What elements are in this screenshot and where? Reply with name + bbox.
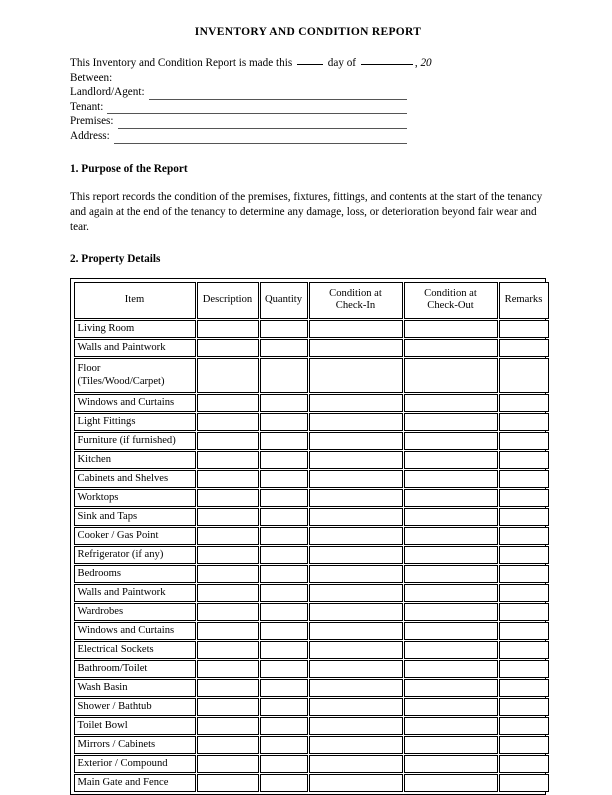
row-quantity-cell[interactable] xyxy=(260,358,308,393)
row-quantity-cell[interactable] xyxy=(260,432,308,450)
row-check-in-cell[interactable] xyxy=(309,755,403,773)
row-check-out-cell[interactable] xyxy=(404,679,498,697)
row-remarks-cell[interactable] xyxy=(499,717,549,735)
row-item-label: Electrical Sockets xyxy=(74,641,196,659)
row-quantity-cell[interactable] xyxy=(260,622,308,640)
party-fields xyxy=(70,85,546,143)
row-item-label: Windows and Curtains xyxy=(74,394,196,412)
table-row xyxy=(74,584,549,602)
row-quantity-cell[interactable] xyxy=(260,755,308,773)
row-check-in-cell[interactable] xyxy=(309,736,403,754)
row-check-in-cell[interactable] xyxy=(309,413,403,431)
row-item-label: Light Fittings xyxy=(74,413,196,431)
row-quantity-cell[interactable] xyxy=(260,641,308,659)
row-check-in-cell[interactable] xyxy=(309,470,403,488)
table-row xyxy=(74,470,549,488)
row-remarks-cell[interactable] xyxy=(499,394,549,412)
table-row xyxy=(74,394,549,412)
row-check-out-cell[interactable] xyxy=(404,660,498,678)
tenant-label: Tenant: xyxy=(70,100,104,113)
row-quantity-cell[interactable] xyxy=(260,489,308,507)
address-label: Address: xyxy=(70,129,110,142)
row-check-in-cell[interactable] xyxy=(309,679,403,697)
row-quantity-cell[interactable] xyxy=(260,320,308,338)
row-quantity-cell[interactable] xyxy=(260,698,308,716)
table-row xyxy=(74,698,549,716)
year-prefix: 20 xyxy=(420,57,432,69)
row-description-cell[interactable] xyxy=(197,489,259,507)
row-check-out-cell[interactable] xyxy=(404,394,498,412)
row-description-cell[interactable] xyxy=(197,679,259,697)
row-check-in-cell[interactable] xyxy=(309,641,403,659)
row-remarks-cell[interactable] xyxy=(499,451,549,469)
row-quantity-cell[interactable] xyxy=(260,527,308,545)
row-check-out-cell[interactable] xyxy=(404,736,498,754)
row-check-in-cell[interactable] xyxy=(309,339,403,357)
row-remarks-cell[interactable] xyxy=(499,679,549,697)
row-check-out-cell[interactable] xyxy=(404,339,498,357)
row-remarks-cell[interactable] xyxy=(499,527,549,545)
row-description-cell[interactable] xyxy=(197,736,259,754)
intro-sentence xyxy=(70,56,546,71)
table-row xyxy=(74,565,549,583)
row-check-in-cell[interactable] xyxy=(309,565,403,583)
row-description-cell[interactable] xyxy=(197,451,259,469)
intro-comma: , xyxy=(414,57,418,69)
month-blank-field[interactable] xyxy=(361,64,413,65)
row-description-cell[interactable] xyxy=(197,641,259,659)
row-check-in-cell[interactable] xyxy=(309,394,403,412)
row-quantity-cell[interactable] xyxy=(260,736,308,754)
check-in-line-1: Condition at xyxy=(329,287,382,299)
column-header-condition-check-out xyxy=(404,282,498,319)
row-description-cell[interactable] xyxy=(197,698,259,716)
table-row xyxy=(74,489,549,507)
row-item-label: Shower / Bathtub xyxy=(74,698,196,716)
row-check-out-cell[interactable] xyxy=(404,698,498,716)
landlord-input-line[interactable] xyxy=(149,88,407,100)
field-row-address xyxy=(70,129,407,144)
table-row xyxy=(74,339,549,357)
table-row xyxy=(74,358,549,393)
row-remarks-cell[interactable] xyxy=(499,698,549,716)
row-quantity-cell[interactable] xyxy=(260,413,308,431)
row-check-out-cell[interactable] xyxy=(404,641,498,659)
row-check-out-cell[interactable] xyxy=(404,584,498,602)
row-item-label: Refrigerator (if any) xyxy=(74,546,196,564)
row-item-label: Wardrobes xyxy=(74,603,196,621)
row-quantity-cell[interactable] xyxy=(260,603,308,621)
row-check-in-cell[interactable] xyxy=(309,358,403,393)
row-check-out-cell[interactable] xyxy=(404,546,498,564)
column-header-quantity: Quantity xyxy=(260,282,308,319)
row-quantity-cell[interactable] xyxy=(260,339,308,357)
row-check-out-cell[interactable] xyxy=(404,565,498,583)
row-description-cell[interactable] xyxy=(197,565,259,583)
section-heading-property-details: 2. Property Details xyxy=(70,253,161,266)
row-item-label: Walls and Paintwork xyxy=(74,584,196,602)
row-description-cell[interactable] xyxy=(197,774,259,792)
row-check-in-cell[interactable] xyxy=(309,774,403,792)
table-header xyxy=(74,282,549,319)
check-in-line-2: Check-In xyxy=(335,300,376,312)
row-description-cell[interactable] xyxy=(197,508,259,526)
row-check-out-cell[interactable] xyxy=(404,432,498,450)
row-item-label: Kitchen xyxy=(74,451,196,469)
row-item-label: Worktops xyxy=(74,489,196,507)
row-quantity-cell[interactable] xyxy=(260,508,308,526)
row-check-out-cell[interactable] xyxy=(404,527,498,545)
row-item-label: Mirrors / Cabinets xyxy=(74,736,196,754)
table-row xyxy=(74,432,549,450)
row-quantity-cell[interactable] xyxy=(260,451,308,469)
row-quantity-cell[interactable] xyxy=(260,679,308,697)
row-check-out-cell[interactable] xyxy=(404,451,498,469)
table-row xyxy=(74,679,549,697)
row-description-cell[interactable] xyxy=(197,755,259,773)
row-remarks-cell[interactable] xyxy=(499,508,549,526)
table-row xyxy=(74,755,549,773)
row-remarks-cell[interactable] xyxy=(499,358,549,393)
row-remarks-cell[interactable] xyxy=(499,565,549,583)
row-remarks-cell[interactable] xyxy=(499,470,549,488)
row-check-out-cell[interactable] xyxy=(404,508,498,526)
row-quantity-cell[interactable] xyxy=(260,584,308,602)
row-check-in-cell[interactable] xyxy=(309,432,403,450)
row-item-label: Main Gate and Fence xyxy=(74,774,196,792)
row-remarks-cell[interactable] xyxy=(499,774,549,792)
row-check-out-cell[interactable] xyxy=(404,603,498,621)
landlord-label: Landlord/Agent: xyxy=(70,86,145,99)
row-description-cell[interactable] xyxy=(197,717,259,735)
row-description-cell[interactable] xyxy=(197,622,259,640)
row-remarks-cell[interactable] xyxy=(499,755,549,773)
row-remarks-cell[interactable] xyxy=(499,584,549,602)
row-check-out-cell[interactable] xyxy=(404,622,498,640)
row-description-cell[interactable] xyxy=(197,394,259,412)
table-row xyxy=(74,717,549,735)
property-details-table xyxy=(73,281,550,793)
row-item-label: Walls and Paintwork xyxy=(74,339,196,357)
table-header-row xyxy=(74,282,549,319)
row-check-out-cell[interactable] xyxy=(404,774,498,792)
row-description-cell[interactable] xyxy=(197,527,259,545)
row-description-cell[interactable] xyxy=(197,358,259,393)
table-row xyxy=(74,736,549,754)
row-remarks-cell[interactable] xyxy=(499,603,549,621)
row-item-label: Furniture (if furnished) xyxy=(74,432,196,450)
row-description-cell[interactable] xyxy=(197,413,259,431)
row-remarks-cell[interactable] xyxy=(499,641,549,659)
row-remarks-cell[interactable] xyxy=(499,622,549,640)
row-item-label: Sink and Taps xyxy=(74,508,196,526)
column-header-condition-check-in xyxy=(309,282,403,319)
row-remarks-cell[interactable] xyxy=(499,489,549,507)
field-row-landlord xyxy=(70,85,407,100)
day-blank-field[interactable] xyxy=(297,64,323,65)
row-quantity-cell[interactable] xyxy=(260,717,308,735)
table-row xyxy=(74,413,549,431)
row-item-label: Cabinets and Shelves xyxy=(74,470,196,488)
column-header-remarks: Remarks xyxy=(499,282,549,319)
row-description-cell[interactable] xyxy=(197,603,259,621)
property-details-table-wrapper xyxy=(70,278,546,795)
row-quantity-cell[interactable] xyxy=(260,660,308,678)
row-item-label: Bedrooms xyxy=(74,565,196,583)
row-item-label: Floor (Tiles/Wood/Carpet) xyxy=(74,358,196,393)
row-description-cell[interactable] xyxy=(197,339,259,357)
row-check-in-cell[interactable] xyxy=(309,584,403,602)
row-check-in-cell[interactable] xyxy=(309,622,403,640)
row-description-cell[interactable] xyxy=(197,660,259,678)
row-check-out-cell[interactable] xyxy=(404,755,498,773)
row-check-out-cell[interactable] xyxy=(404,717,498,735)
row-check-out-cell[interactable] xyxy=(404,320,498,338)
intro-prefix: This Inventory and Condition Report is made this xyxy=(70,57,293,69)
table-row xyxy=(74,508,549,526)
table-row xyxy=(74,660,549,678)
row-item-label: Toilet Bowl xyxy=(74,717,196,735)
row-remarks-cell[interactable] xyxy=(499,546,549,564)
column-header-description: Description xyxy=(197,282,259,319)
table-row xyxy=(74,451,549,469)
row-check-in-cell[interactable] xyxy=(309,451,403,469)
row-quantity-cell[interactable] xyxy=(260,565,308,583)
field-row-premises xyxy=(70,114,407,129)
table-row xyxy=(74,603,549,621)
row-check-in-cell[interactable] xyxy=(309,546,403,564)
table-row xyxy=(74,641,549,659)
premises-label: Premises: xyxy=(70,115,114,128)
address-input-line[interactable] xyxy=(114,132,407,144)
row-remarks-cell[interactable] xyxy=(499,736,549,754)
table-row xyxy=(74,527,549,545)
row-remarks-cell[interactable] xyxy=(499,660,549,678)
row-check-in-cell[interactable] xyxy=(309,527,403,545)
row-remarks-cell[interactable] xyxy=(499,413,549,431)
table-body xyxy=(74,320,549,792)
table-row xyxy=(74,546,549,564)
check-out-line-1: Condition at xyxy=(424,287,477,299)
row-check-in-cell[interactable] xyxy=(309,489,403,507)
tenant-input-line[interactable] xyxy=(107,102,407,114)
section-heading-purpose: 1. Purpose of the Report xyxy=(70,162,188,175)
column-header-item: Item xyxy=(74,282,196,319)
row-check-in-cell[interactable] xyxy=(309,717,403,735)
premises-input-line[interactable] xyxy=(118,117,407,129)
row-check-out-cell[interactable] xyxy=(404,470,498,488)
row-description-cell[interactable] xyxy=(197,546,259,564)
row-remarks-cell[interactable] xyxy=(499,339,549,357)
intro-middle: day of xyxy=(327,57,357,69)
row-check-in-cell[interactable] xyxy=(309,660,403,678)
row-quantity-cell[interactable] xyxy=(260,394,308,412)
field-row-tenant xyxy=(70,100,407,115)
row-check-in-cell[interactable] xyxy=(309,320,403,338)
row-description-cell[interactable] xyxy=(197,470,259,488)
row-quantity-cell[interactable] xyxy=(260,470,308,488)
row-quantity-cell[interactable] xyxy=(260,546,308,564)
row-description-cell[interactable] xyxy=(197,432,259,450)
row-item-label: Living Room xyxy=(74,320,196,338)
page-title: INVENTORY AND CONDITION REPORT xyxy=(194,26,422,38)
row-description-cell[interactable] xyxy=(197,320,259,338)
intro-block xyxy=(70,56,546,85)
table-row xyxy=(74,622,549,640)
row-item-label: Cooker / Gas Point xyxy=(74,527,196,545)
table-row xyxy=(74,320,549,338)
check-out-line-2: Check-Out xyxy=(427,300,474,312)
row-check-out-cell[interactable] xyxy=(404,358,498,393)
row-check-out-cell[interactable] xyxy=(404,413,498,431)
row-check-in-cell[interactable] xyxy=(309,603,403,621)
row-check-in-cell[interactable] xyxy=(309,698,403,716)
row-quantity-cell[interactable] xyxy=(260,774,308,792)
row-item-label: Bathroom/Toilet xyxy=(74,660,196,678)
row-item-label: Exterior / Compound xyxy=(74,755,196,773)
section-body-purpose: This report records the condition of the premises, fixtures, fittings, and contents at the start of the tenancy and again at the end of the tenancy to determine any damage, loss, or deterioration beyond fair wear and tear. xyxy=(70,190,543,233)
row-check-out-cell[interactable] xyxy=(404,489,498,507)
between-label: Between: xyxy=(70,71,113,84)
row-remarks-cell[interactable] xyxy=(499,432,549,450)
row-description-cell[interactable] xyxy=(197,584,259,602)
row-check-in-cell[interactable] xyxy=(309,508,403,526)
row-remarks-cell[interactable] xyxy=(499,320,549,338)
table-row xyxy=(74,774,549,792)
row-item-label: Windows and Curtains xyxy=(74,622,196,640)
row-item-label: Wash Basin xyxy=(74,679,196,697)
